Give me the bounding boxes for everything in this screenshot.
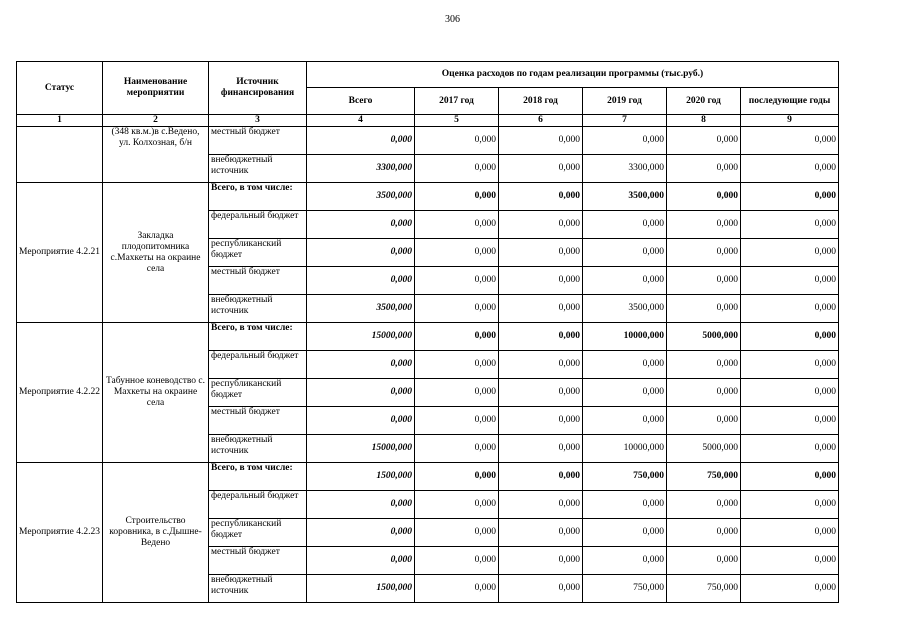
table-row <box>17 183 839 211</box>
amount-total: 0,000 <box>307 519 415 547</box>
amount-year: 0,000 <box>499 407 583 435</box>
amount-year: 0,000 <box>667 295 741 323</box>
amount-year: 5000,000 <box>667 435 741 463</box>
funding-source: внебюджетный источник <box>209 575 307 603</box>
funding-source: внебюджетный источник <box>209 295 307 323</box>
amount-year: 0,000 <box>667 183 741 211</box>
amount-year: 0,000 <box>741 407 839 435</box>
amount-total: 0,000 <box>307 127 415 155</box>
funding-source: федеральный бюджет <box>209 211 307 239</box>
amount-year: 0,000 <box>415 379 499 407</box>
amount-year: 3500,000 <box>583 295 667 323</box>
amount-total: 3300,000 <box>307 155 415 183</box>
amount-year: 0,000 <box>667 239 741 267</box>
event-name: Закладка плодопитомника с.Махкеты на окраине села <box>103 183 209 323</box>
amount-year: 0,000 <box>667 491 741 519</box>
header-status: Статус <box>17 62 103 115</box>
funding-source: местный бюджет <box>209 127 307 155</box>
budget-body <box>17 127 839 603</box>
amount-year: 0,000 <box>415 519 499 547</box>
funding-source: республиканский бюджет <box>209 239 307 267</box>
amount-year: 0,000 <box>741 379 839 407</box>
page-number: 306 <box>445 14 460 25</box>
amount-year: 0,000 <box>667 547 741 575</box>
amount-year: 3500,000 <box>583 183 667 211</box>
amount-year: 0,000 <box>415 435 499 463</box>
amount-year: 10000,000 <box>583 435 667 463</box>
header-name: Наименование мероприятии <box>103 62 209 115</box>
amount-year: 0,000 <box>499 295 583 323</box>
event-status: Мероприятие 4.2.22 <box>17 323 103 463</box>
column-index: 9 <box>741 115 839 127</box>
amount-year: 0,000 <box>583 491 667 519</box>
amount-year: 0,000 <box>583 379 667 407</box>
amount-year: 0,000 <box>583 519 667 547</box>
amount-year: 0,000 <box>741 575 839 603</box>
amount-year: 3300,000 <box>583 155 667 183</box>
amount-year: 0,000 <box>499 435 583 463</box>
amount-year: 0,000 <box>741 295 839 323</box>
amount-year: 0,000 <box>415 575 499 603</box>
amount-year: 750,000 <box>667 463 741 491</box>
amount-year: 0,000 <box>583 407 667 435</box>
funding-source: местный бюджет <box>209 547 307 575</box>
amount-total: 0,000 <box>307 351 415 379</box>
amount-total: 0,000 <box>307 379 415 407</box>
amount-year: 0,000 <box>741 127 839 155</box>
amount-year: 0,000 <box>415 127 499 155</box>
table-row <box>17 323 839 351</box>
amount-year: 0,000 <box>667 155 741 183</box>
amount-year: 0,000 <box>415 351 499 379</box>
amount-year: 0,000 <box>499 183 583 211</box>
amount-year: 0,000 <box>741 239 839 267</box>
amount-year: 0,000 <box>499 547 583 575</box>
amount-year: 0,000 <box>741 463 839 491</box>
event-status <box>17 127 103 183</box>
header-year-total: Всего <box>307 88 415 115</box>
amount-year: 0,000 <box>415 267 499 295</box>
amount-year: 0,000 <box>415 491 499 519</box>
amount-total: 15000,000 <box>307 323 415 351</box>
amount-total: 15000,000 <box>307 435 415 463</box>
amount-year: 0,000 <box>415 211 499 239</box>
amount-year: 0,000 <box>499 519 583 547</box>
amount-total: 1500,000 <box>307 575 415 603</box>
amount-total: 0,000 <box>307 407 415 435</box>
amount-year: 0,000 <box>415 547 499 575</box>
amount-year: 0,000 <box>667 267 741 295</box>
amount-year: 0,000 <box>741 267 839 295</box>
amount-year: 0,000 <box>583 127 667 155</box>
amount-year: 0,000 <box>741 351 839 379</box>
amount-year: 0,000 <box>583 239 667 267</box>
amount-total: 0,000 <box>307 491 415 519</box>
amount-year: 0,000 <box>741 491 839 519</box>
header-estimate: Оценка расходов по годам реализации программы (тыс.руб.) <box>307 62 839 88</box>
funding-source: федеральный бюджет <box>209 491 307 519</box>
event-name: Строительство коровника, в с.Дышне-Ведено <box>103 463 209 603</box>
funding-source: Всего, в том числе: <box>209 463 307 491</box>
amount-year: 0,000 <box>741 519 839 547</box>
amount-total: 3500,000 <box>307 295 415 323</box>
amount-year: 0,000 <box>741 155 839 183</box>
amount-year: 750,000 <box>583 463 667 491</box>
event-name: Табунное коневодство с. Махкеты на окраине села <box>103 323 209 463</box>
amount-year: 0,000 <box>415 295 499 323</box>
amount-year: 0,000 <box>583 351 667 379</box>
amount-year: 0,000 <box>741 547 839 575</box>
amount-year: 0,000 <box>741 435 839 463</box>
funding-source: республиканский бюджет <box>209 379 307 407</box>
amount-year: 0,000 <box>499 155 583 183</box>
amount-year: 0,000 <box>499 575 583 603</box>
amount-year: 0,000 <box>667 127 741 155</box>
amount-year: 750,000 <box>667 575 741 603</box>
event-status: Мероприятие 4.2.21 <box>17 183 103 323</box>
table-row <box>17 127 839 155</box>
funding-source: внебюджетный источник <box>209 155 307 183</box>
amount-total: 0,000 <box>307 547 415 575</box>
amount-year: 0,000 <box>667 407 741 435</box>
header-source: Источник финансирования <box>209 62 307 115</box>
funding-source: федеральный бюджет <box>209 351 307 379</box>
amount-year: 0,000 <box>499 239 583 267</box>
amount-year: 0,000 <box>667 351 741 379</box>
amount-year: 750,000 <box>583 575 667 603</box>
amount-year: 0,000 <box>741 183 839 211</box>
amount-year: 0,000 <box>499 323 583 351</box>
amount-year: 5000,000 <box>667 323 741 351</box>
funding-source: Всего, в том числе: <box>209 323 307 351</box>
amount-total: 0,000 <box>307 211 415 239</box>
amount-year: 0,000 <box>415 155 499 183</box>
amount-year: 0,000 <box>499 267 583 295</box>
amount-year: 0,000 <box>499 491 583 519</box>
column-index: 8 <box>667 115 741 127</box>
amount-year: 0,000 <box>667 379 741 407</box>
header-year-2019: 2019 год <box>583 88 667 115</box>
amount-year: 0,000 <box>415 183 499 211</box>
budget-table <box>16 61 839 603</box>
column-index-row <box>17 115 839 127</box>
funding-source: внебюджетный источник <box>209 435 307 463</box>
amount-year: 0,000 <box>741 211 839 239</box>
column-index: 6 <box>499 115 583 127</box>
amount-total: 3500,000 <box>307 183 415 211</box>
amount-year: 10000,000 <box>583 323 667 351</box>
amount-year: 0,000 <box>741 323 839 351</box>
amount-year: 0,000 <box>415 463 499 491</box>
column-index: 7 <box>583 115 667 127</box>
event-status: Мероприятие 4.2.23 <box>17 463 103 603</box>
funding-source: местный бюджет <box>209 407 307 435</box>
column-index: 5 <box>415 115 499 127</box>
amount-year: 0,000 <box>415 407 499 435</box>
amount-year: 0,000 <box>499 127 583 155</box>
header-year-2018: 2018 год <box>499 88 583 115</box>
amount-year: 0,000 <box>415 323 499 351</box>
amount-year: 0,000 <box>499 379 583 407</box>
amount-year: 0,000 <box>667 519 741 547</box>
amount-total: 1500,000 <box>307 463 415 491</box>
amount-year: 0,000 <box>415 239 499 267</box>
column-index: 2 <box>103 115 209 127</box>
amount-year: 0,000 <box>667 211 741 239</box>
header-year-2020: 2020 год <box>667 88 741 115</box>
event-name: (348 кв.м.)в с.Ведено, ул. Колхозная, б/н <box>103 127 209 183</box>
amount-year: 0,000 <box>583 211 667 239</box>
table-row <box>17 463 839 491</box>
amount-year: 0,000 <box>583 547 667 575</box>
funding-source: местный бюджет <box>209 267 307 295</box>
amount-year: 0,000 <box>499 351 583 379</box>
column-index: 1 <box>17 115 103 127</box>
amount-total: 0,000 <box>307 267 415 295</box>
column-index: 3 <box>209 115 307 127</box>
column-index: 4 <box>307 115 415 127</box>
header-year-2017: 2017 год <box>415 88 499 115</box>
amount-year: 0,000 <box>499 463 583 491</box>
amount-total: 0,000 <box>307 239 415 267</box>
funding-source: Всего, в том числе: <box>209 183 307 211</box>
amount-year: 0,000 <box>583 267 667 295</box>
funding-source: республиканский бюджет <box>209 519 307 547</box>
header-year-later: последующие годы <box>741 88 839 115</box>
amount-year: 0,000 <box>499 211 583 239</box>
